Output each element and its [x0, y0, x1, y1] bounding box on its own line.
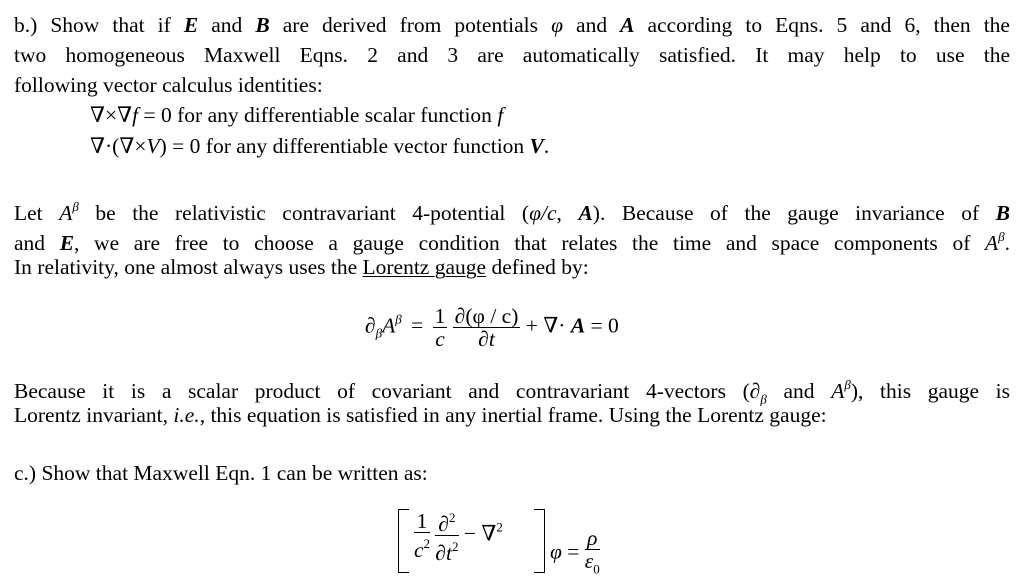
left-bracket [398, 509, 409, 573]
partb-line-1: b.) Show that if E and B are derived from potentials φ and A according to Eqns. 5 and 6, then the [14, 13, 1010, 37]
lorentz-line-1: Let $A^\beta$ be the relativistic contravariant 4-potential (φ/c, A). Because of the gauge invariance of B [14, 199, 1011, 225]
lorentz-line-2: and E, we are free to choose a gauge condition that relates the time and space components of $A^\beta$. [14, 229, 1010, 255]
partc-line-1: c.) Show that Maxwell Eqn. 1 can be written as: [14, 461, 428, 485]
partb-line-2: two homogeneous Maxwell Eqns. 2 and 3 are automatically satisfied. It may help to use the [14, 43, 1010, 67]
because-line-1: Because it is a scalar product of covariant and contravariant 4-vectors ($\partial_\beta$ and $A^\beta$), this gauge is [14, 377, 1011, 407]
lorentz-gauge-link: Lorentz gauge [362, 255, 487, 279]
right-bracket [534, 509, 545, 573]
lorentz-gauge-equation: $\partial_\beta A^\beta$ = $\frac{1}{c}$ $\frac{\partial(\varphi / c)}{\partial t}$ + ∇· A = 0 [365, 304, 619, 351]
lorentz-line-3: In relativity, one almost always uses the Lorentz gauge defined by: [14, 255, 589, 279]
partb-line-3: following vector calculus identities: [14, 73, 323, 97]
identity-curl-grad: ∇×∇f = 0 for any differentiable scalar function f [90, 103, 504, 127]
because-line-2: Lorentz invariant, i.e., this equation is satisfied in any inertial frame. Using the Lorentz gauge: [14, 403, 827, 427]
identity-div-curl: ∇·(∇×V) = 0 for any differentiable vector function V. [90, 134, 550, 158]
document-page: b.) Show that if E and B are derived from potentials φ and A according to Eqns. 5 and 6, then the two homogeneous Maxwell Eqns. 2 and 3 are automatically satisfied. It may help to use the following vector calculus identities: ∇×∇f = 0 for any differentiable scalar function f ∇·(∇×V) = 0 for any differentiable vector function V. Let $A^\beta$ be the relativistic contravariant 4-potential (φ/c, A). Because of the gauge invariance of B and E, we are free to choose a gauge condition that relates the time and space components of $A^\beta$. In relativity, one almost always uses the Lorentz gauge defined by: $\partial_\beta A^\beta$ = $\frac{1}{c}$ $\frac{\partial(\varphi / c)}{\partial t}$ + ∇· A = 0 Because it is a scalar product of covariant and contravariant 4-vectors ($\partial_\beta$ and $A^\beta$), this gauge is Lorentz invariant, i.e., this equation is satisfied in any inertial frame. Using the Lorentz gauge: c.) Show that Maxwell Eqn. 1 can be written as: $\frac{1}{c^2}$ $\frac{\partial^2}{\partial t^2}$ − ∇$^2$ φ = $\frac{\rho}{\varepsilon_0}$ [0, 0, 1024, 587]
